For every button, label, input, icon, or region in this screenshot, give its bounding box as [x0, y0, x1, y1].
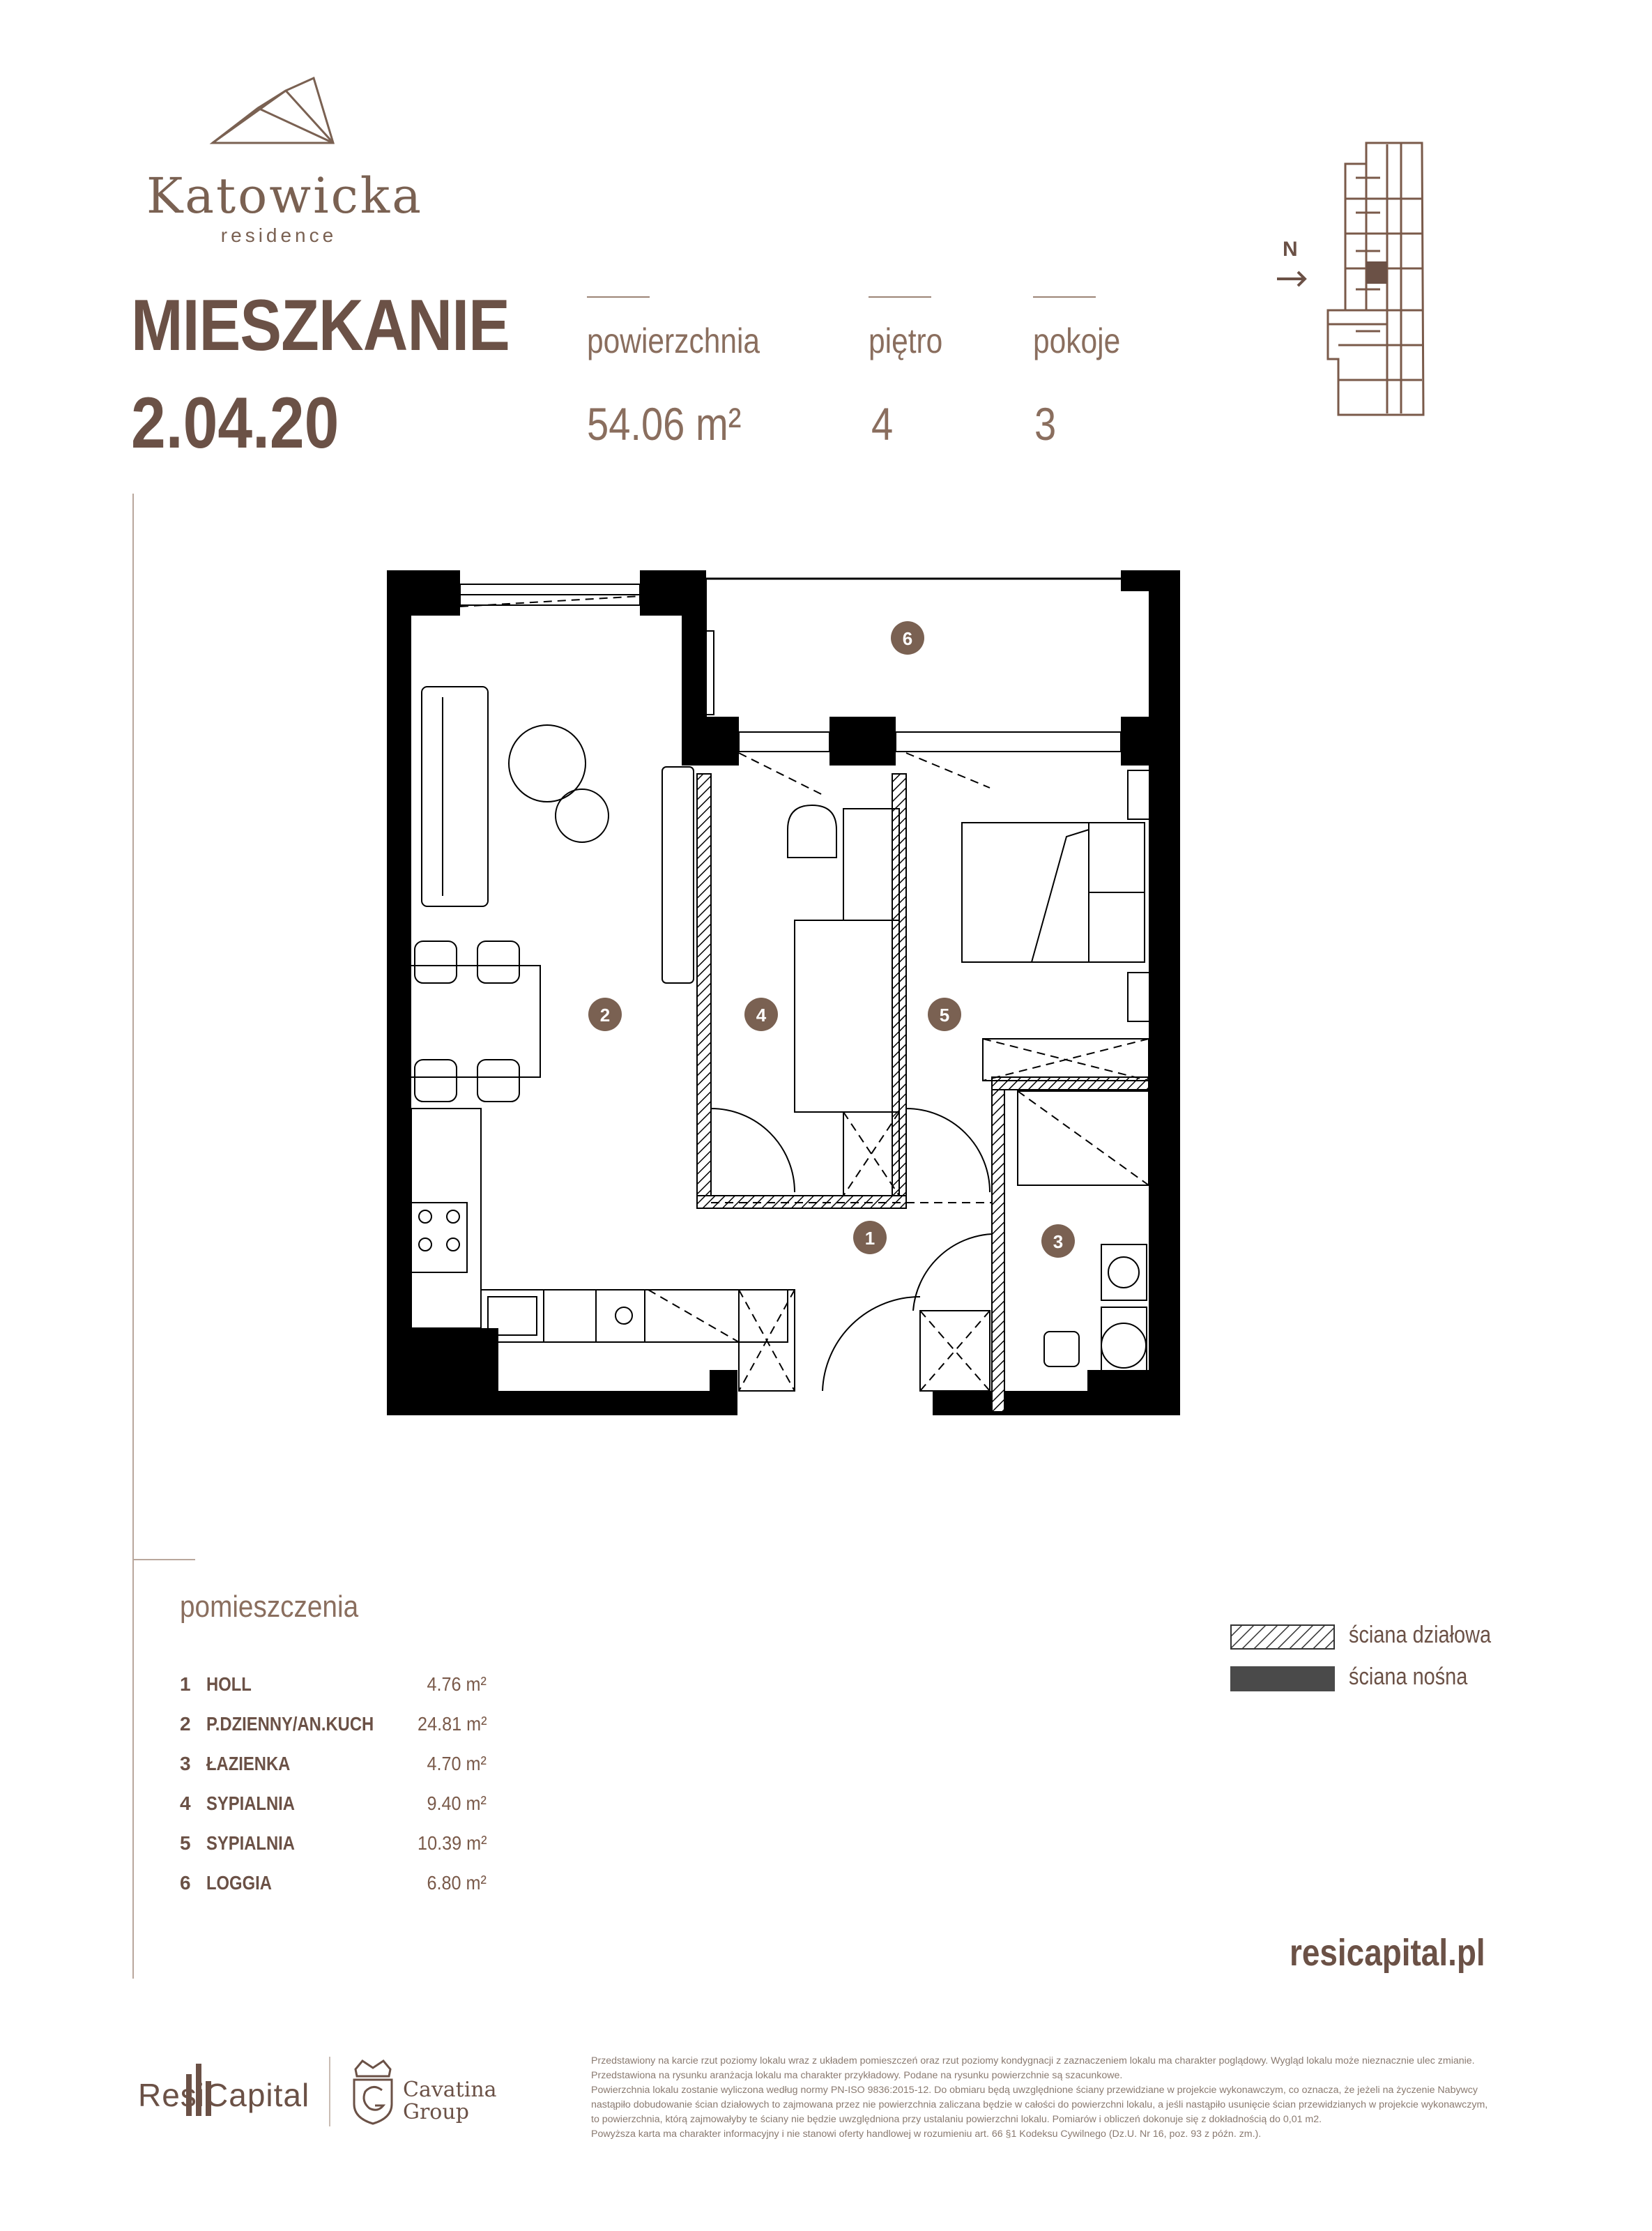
compass-icon — [1277, 238, 1305, 286]
selected-apartment-marker — [1366, 261, 1387, 284]
room-area: 10.39 m² — [417, 1832, 487, 1854]
windows — [460, 579, 1121, 752]
room-row — [180, 1832, 487, 1860]
brand-subtitle: residence — [220, 224, 337, 246]
room-marker-1 — [853, 1221, 887, 1254]
stat-area-value: 54.06 m² — [587, 398, 742, 450]
dashed-lines — [460, 596, 1149, 1391]
stat-divider — [869, 296, 931, 298]
legend-bearing-swatch — [1230, 1666, 1335, 1691]
room-name: SYPIALNIA — [206, 1832, 295, 1854]
disclaimer-paragraph: Przedstawiony na karcie rzut poziomy lokalu wraz z układem pomieszczeń oraz rzut poziomy kondygnacji z zaznaczeniem lokalu ma charakter poglądowy. Wygląd lokalu może nieznacznie ulec zmianie. — [591, 2055, 1475, 2066]
disclaimer-paragraph: Powierzchnia lokalu zostanie wyliczona według normy PN-ISO 9836:2015-12. Do obmiaru będą uwzględnione ściany przewidziane w projekcie wykonawczym, co oznacza, że jeżeli na życzenie Nabywcy nastąpiło dobudowanie ścian działowych to zajmowana przez nie powierzchnia zaliczana będzie w całości do powierzchni lokalu, a jeśli nastąpiło usunięcie ścian przewidzianych w projekcie wykonawczym, to powierzchnia, którą zajmowałyby te ściany nie będzie uwzględniona przy ustalaniu powierzchni lokalu. Pomiarów i obliczeń dokonuje się z dokładnością do 0,01 m2. — [591, 2085, 1488, 2125]
svg-text:2: 2 — [599, 1005, 611, 1026]
legal-disclaimer — [591, 2054, 1490, 2142]
room-number: 1 — [180, 1673, 191, 1695]
room-marker-2 — [588, 998, 622, 1031]
room-marker-5 — [928, 998, 961, 1031]
room-area: 24.81 m² — [417, 1713, 487, 1735]
room-name: LOGGIA — [206, 1872, 272, 1894]
stat-rooms-label: pokoje — [1033, 321, 1121, 360]
room-number: 6 — [180, 1872, 191, 1894]
furniture — [408, 687, 1150, 1391]
svg-text:6: 6 — [902, 628, 913, 649]
cavatina-name — [403, 2079, 497, 2124]
room-row — [180, 1792, 487, 1820]
room-area: 6.80 m² — [427, 1872, 487, 1894]
room-name: HOLL — [206, 1673, 252, 1695]
katowicka-mountain-logo — [209, 77, 335, 146]
room-row — [180, 1713, 487, 1741]
room-name: SYPIALNIA — [206, 1792, 295, 1814]
cavatina-crest-icon — [349, 2055, 397, 2125]
stat-divider — [587, 296, 650, 298]
svg-text:3: 3 — [1053, 1231, 1064, 1252]
room-marker-3 — [1041, 1224, 1075, 1258]
partition-walls — [697, 774, 1149, 1412]
building-floor-key-plan — [1262, 136, 1436, 429]
room-row — [180, 1872, 487, 1900]
stat-area-label: powierzchnia — [587, 321, 760, 360]
stat-floor-value: 4 — [871, 398, 894, 450]
room-marker-4 — [744, 998, 778, 1031]
room-number: 4 — [180, 1792, 191, 1814]
stat-floor-label: piętro — [869, 321, 943, 360]
cavatina-line1: Cavatina — [403, 2078, 497, 2102]
compass-label: N — [1283, 238, 1298, 261]
room-area: 9.40 m² — [427, 1792, 487, 1814]
stat-divider — [1033, 296, 1096, 298]
rooms-title: pomieszczenia — [180, 1590, 359, 1624]
footer-divider — [329, 2057, 330, 2126]
apartment-label: MIESZKANIE — [131, 285, 510, 366]
legend-partition-label: ściana działowa — [1349, 1622, 1492, 1648]
room-number: 2 — [180, 1713, 191, 1735]
svg-text:4: 4 — [756, 1005, 767, 1026]
website-link[interactable]: resicapital.pl — [1290, 1932, 1485, 1974]
stat-rooms-value: 3 — [1034, 398, 1057, 450]
room-marker-6 — [891, 621, 924, 655]
room-area: 4.70 m² — [427, 1753, 487, 1774]
room-name: P.DZIENNY/AN.KUCH — [206, 1713, 374, 1735]
room-row — [180, 1753, 487, 1781]
svg-text:5: 5 — [939, 1005, 950, 1026]
room-name: ŁAZIENKA — [206, 1753, 291, 1774]
room-area: 4.76 m² — [427, 1673, 487, 1695]
cavatina-line2: Group — [403, 2100, 469, 2124]
disclaimer-paragraph: Przedstawiona na rysunku aranżacja lokalu ma charakter przykładowy. Podane na rysunku powierzchnie są szacunkowe. — [591, 2070, 1123, 2081]
room-row — [180, 1673, 487, 1701]
apartment-number: 2.04.20 — [131, 383, 339, 464]
svg-text:1: 1 — [864, 1228, 875, 1249]
legend-partition-swatch — [1230, 1624, 1335, 1650]
doors — [711, 1109, 992, 1391]
bearing-walls — [387, 570, 1180, 1415]
disclaimer-paragraph: Powyższa karta ma charakter informacyjny i nie stanowi oferty handlowej w rozumieniu art. 66 §1 Kodeksu Cywilnego (Dz.U. Nr 16, poz. 93 z późn. zm.). — [591, 2129, 1262, 2140]
resicapital-name: ResiCapital — [138, 2077, 310, 2113]
legend-bearing-label: ściana nośna — [1349, 1663, 1468, 1690]
room-number: 3 — [180, 1753, 191, 1774]
apartment-floor-plan — [376, 558, 1199, 1422]
room-number: 5 — [180, 1832, 191, 1854]
horizontal-rule — [132, 1559, 195, 1560]
vertical-rule — [132, 494, 134, 1979]
brand-name: Katowicka — [146, 167, 423, 224]
